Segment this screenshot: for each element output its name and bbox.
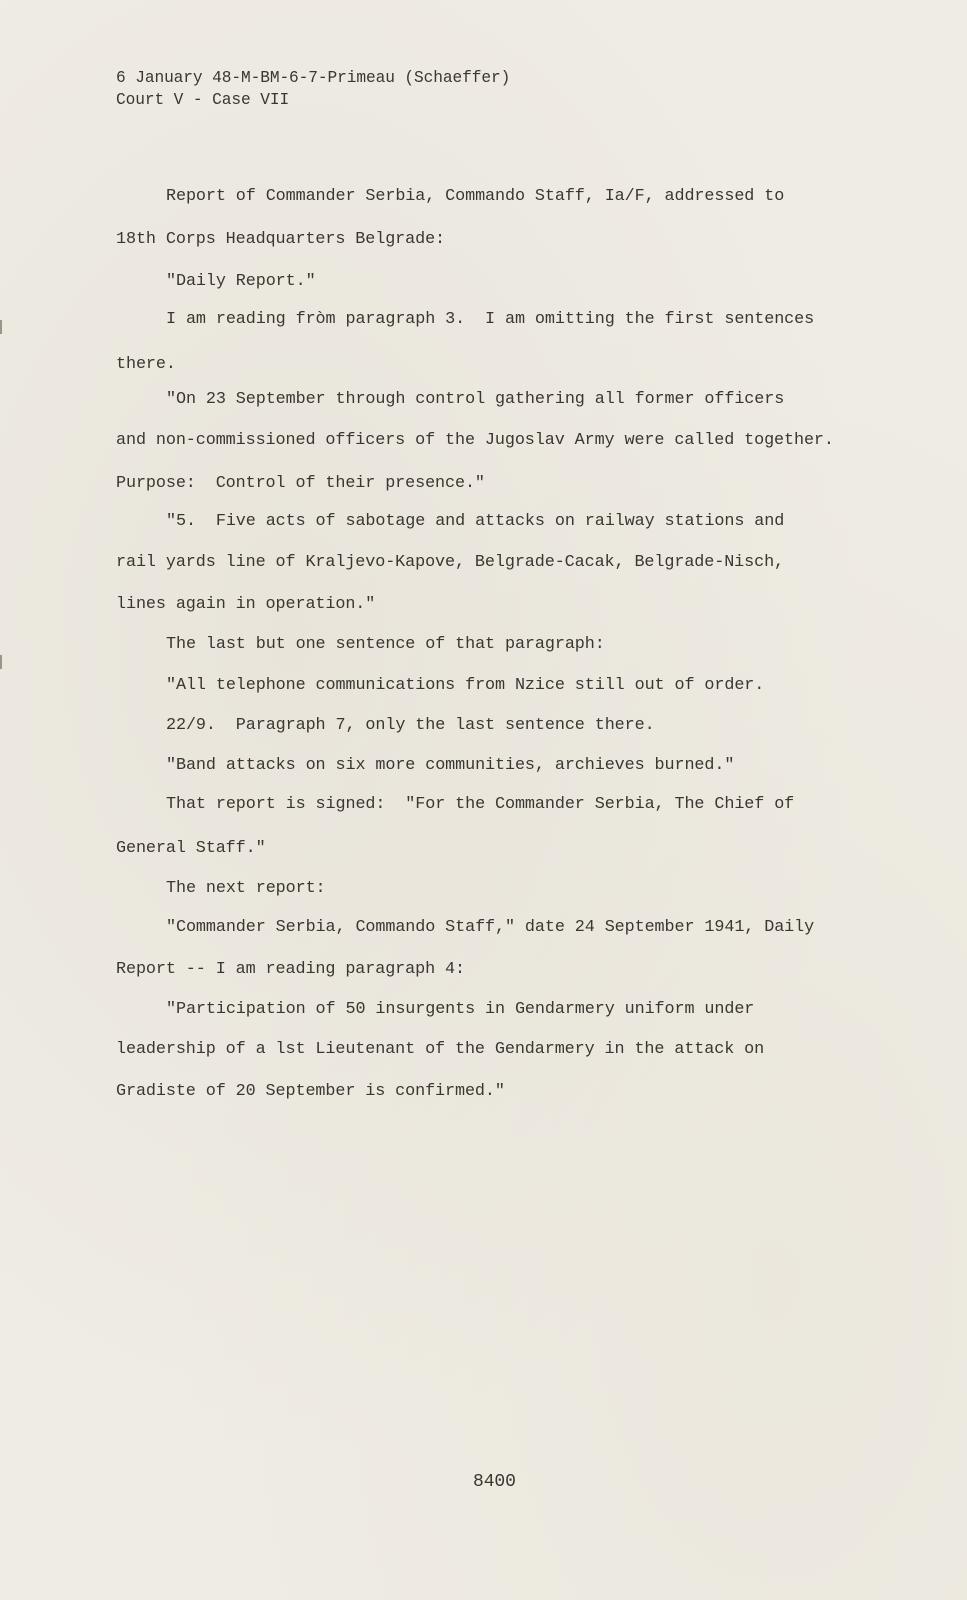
text-line: Gradiste of 20 September is confirmed." (116, 1082, 505, 1101)
header-line-2: Court V - Case VII (116, 91, 290, 109)
text-line: "Band attacks on six more communities, archieves burned." (166, 756, 735, 775)
text-line: "Participation of 50 insurgents in Gendarmery uniform under (166, 1000, 755, 1019)
page-number: 8400 (473, 1472, 516, 1492)
text-line: "Daily Report." (166, 272, 316, 291)
text-line: Report -- I am reading paragraph 4: (116, 960, 465, 979)
text-line: "5. Five acts of sabotage and attacks on railway stations and (166, 512, 785, 531)
scan-edge-mark (0, 320, 2, 334)
text-line: leadership of a lst Lieutenant of the Gendarmery in the attack on (116, 1040, 765, 1059)
header-line-1: 6 January 48-M-BM-6-7-Primeau (Schaeffer) (116, 69, 511, 87)
text-line: 22/9. Paragraph 7, only the last sentence there. (166, 716, 655, 735)
text-line: and non-commissioned officers of the Jugoslav Army were called together. (116, 431, 834, 450)
text-line: I am reading fròm paragraph 3. I am omitting the first sentences (166, 310, 815, 329)
text-line: lines again in operation." (116, 595, 376, 614)
text-line: Report of Commander Serbia, Commando Staff, Ia/F, addressed to (166, 187, 785, 206)
text-line: 18th Corps Headquarters Belgrade: (116, 230, 446, 249)
text-line: "Commander Serbia, Commando Staff," date 24 September 1941, Daily (166, 918, 815, 937)
text-line: General Staff." (116, 839, 266, 858)
text-line: The last but one sentence of that paragraph: (166, 635, 605, 654)
text-line: rail yards line of Kraljevo-Kapove, Belgrade-Cacak, Belgrade-Nisch, (116, 553, 785, 572)
text-line: "On 23 September through control gathering all former officers (166, 390, 785, 409)
text-line: there. (116, 355, 176, 374)
text-line: Purpose: Control of their presence." (116, 474, 485, 493)
text-line: The next report: (166, 879, 326, 898)
scan-edge-mark (0, 655, 2, 669)
text-line: "All telephone communications from Nzice still out of order. (166, 676, 765, 695)
text-line: That report is signed: "For the Commander Serbia, The Chief of (166, 795, 795, 814)
